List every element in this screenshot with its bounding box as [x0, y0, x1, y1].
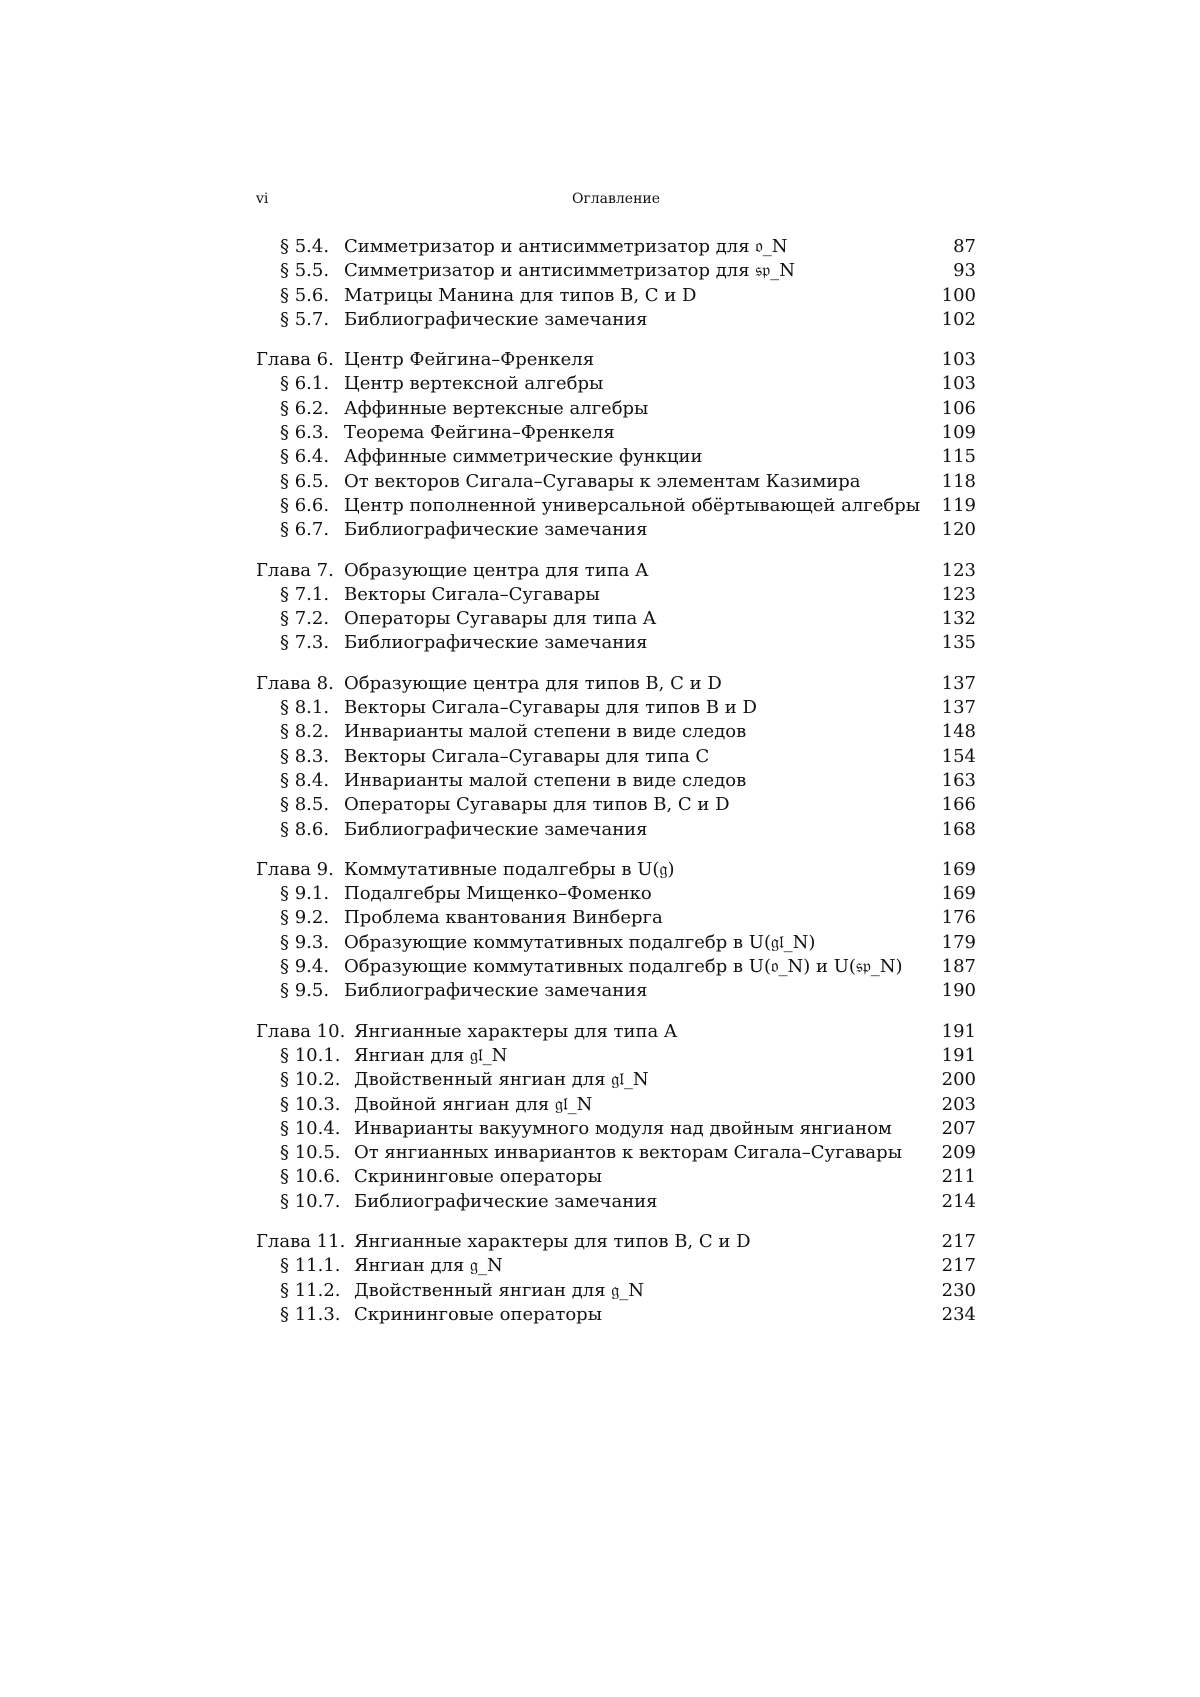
toc-section-row	[256, 745, 976, 769]
section-title: Теорема Фейгина–Френкеля	[344, 422, 615, 444]
section-page: 135	[941, 632, 976, 654]
section-number: § 10.2.	[280, 1069, 341, 1091]
section-title: Библиографические замечания	[344, 818, 648, 840]
section-number: § 11.1.	[280, 1255, 341, 1277]
section-page: 163	[941, 769, 976, 791]
chapter-page: 103	[941, 349, 976, 371]
section-title: Векторы Сигала–Сугавары	[344, 583, 600, 605]
toc-section-row	[256, 397, 976, 421]
toc-section-row	[256, 931, 976, 955]
section-title: Скрининговые операторы	[354, 1166, 603, 1188]
section-title: Операторы Сугавары для типа A	[344, 608, 656, 630]
toc-section-row	[256, 793, 976, 817]
section-page: 200	[941, 1069, 976, 1091]
section-number: § 10.4.	[280, 1117, 341, 1139]
toc-section-row	[256, 470, 976, 494]
section-number: § 8.1.	[280, 697, 330, 719]
toc-chapter-row	[256, 348, 976, 372]
section-number: § 5.7.	[280, 308, 330, 330]
toc-section-row	[256, 720, 976, 744]
section-title: Янгиан для 𝔤_N	[354, 1255, 503, 1277]
section-page: 207	[941, 1117, 976, 1139]
toc-section-row	[256, 1190, 976, 1214]
section-number: § 10.5.	[280, 1142, 341, 1164]
section-title: Аффинные вертексные алгебры	[344, 397, 649, 419]
toc-chapter-row	[256, 858, 976, 882]
section-title: Векторы Сигала–Сугавары для типов B и D	[344, 697, 757, 719]
section-title: Образующие коммутативных подалгебр в U(𝔤𝔩_N)	[344, 931, 816, 953]
toc-chapter-block	[256, 348, 976, 542]
section-page: 169	[941, 883, 976, 905]
chapter-number: Глава 11.	[256, 1230, 346, 1252]
section-number: § 5.5.	[280, 260, 330, 282]
section-number: § 9.4.	[280, 956, 330, 978]
toc-section-row	[256, 818, 976, 842]
section-number: § 8.4.	[280, 769, 330, 791]
section-number: § 11.3.	[280, 1303, 341, 1325]
toc-section-row	[256, 445, 976, 469]
section-title: Симметризатор и антисимметризатор для 𝔬_N	[344, 236, 788, 257]
section-title: Скрининговые операторы	[354, 1303, 603, 1325]
toc-section-row	[256, 979, 976, 1003]
section-page: 209	[941, 1142, 976, 1164]
chapter-title: Центр Фейгина–Френкеля	[344, 349, 595, 371]
section-number: § 7.3.	[280, 632, 330, 654]
toc-section-row	[256, 1044, 976, 1068]
section-number: § 7.1.	[280, 583, 330, 605]
section-title: Центр вертексной алгебры	[344, 373, 604, 395]
section-number: § 9.3.	[280, 931, 330, 953]
section-title: От янгианных инвариантов к векторам Сигала–Сугавары	[354, 1142, 903, 1164]
section-page: 203	[941, 1093, 976, 1115]
section-page: 234	[941, 1303, 976, 1325]
section-page: 103	[941, 373, 976, 395]
chapter-title: Янгианные характеры для типа A	[354, 1020, 677, 1042]
section-number: § 8.5.	[280, 794, 330, 816]
chapter-number: Глава 9.	[256, 858, 334, 880]
section-page: 187	[941, 956, 976, 978]
section-page: 119	[941, 494, 976, 516]
section-page: 168	[941, 818, 976, 840]
section-title: Аффинные симметрические функции	[344, 446, 703, 468]
section-page: 115	[941, 446, 976, 468]
section-number: § 10.6.	[280, 1166, 341, 1188]
section-number: § 10.3.	[280, 1093, 341, 1115]
toc-section-row	[256, 1068, 976, 1092]
toc-section-row	[256, 372, 976, 396]
toc-chapter-row	[256, 559, 976, 583]
chapter-number: Глава 6.	[256, 349, 334, 371]
chapter-page: 169	[941, 858, 976, 880]
section-title: Подалгебры Мищенко–Фоменко	[344, 883, 652, 905]
section-title: Симметризатор и антисимметризатор для 𝔰𝔭_N	[344, 260, 795, 282]
section-title: Образующие коммутативных подалгебр в U(𝔬_N) и U(𝔰𝔭_N)	[344, 956, 903, 978]
section-page: 179	[941, 931, 976, 953]
section-page: 87	[953, 236, 976, 257]
section-page: 109	[941, 422, 976, 444]
section-page: 230	[941, 1279, 976, 1301]
section-page: 106	[941, 397, 976, 419]
chapter-number: Глава 8.	[256, 672, 334, 694]
toc-section-row	[256, 696, 976, 720]
section-number: § 10.7.	[280, 1190, 341, 1212]
section-page: 154	[941, 745, 976, 767]
section-number: § 6.5.	[280, 470, 330, 492]
section-title: Инварианты малой степени в виде следов	[344, 721, 747, 743]
section-number: § 8.3.	[280, 745, 330, 767]
toc-section-row	[256, 235, 976, 259]
toc-chapter-block	[256, 559, 976, 656]
section-page: 120	[941, 519, 976, 541]
section-number: § 5.4.	[280, 236, 330, 257]
section-title: Центр пополненной универсальной обёртывающей алгебры	[344, 494, 921, 516]
toc-section-row	[256, 583, 976, 607]
chapter-number: Глава 10.	[256, 1020, 346, 1042]
section-number: § 10.1.	[280, 1044, 341, 1066]
toc-chapter-block	[256, 1020, 976, 1214]
toc-section-row	[256, 1303, 976, 1327]
toc-section-row	[256, 1141, 976, 1165]
section-title: Библиографические замечания	[344, 308, 648, 330]
chapter-title: Образующие центра для типов B, C и D	[344, 672, 722, 694]
section-number: § 6.4.	[280, 446, 330, 468]
toc-section-row	[256, 308, 976, 332]
toc-chapter-row	[256, 672, 976, 696]
table-of-contents	[256, 235, 976, 1343]
toc-chapter-block	[256, 858, 976, 1004]
section-number: § 7.2.	[280, 608, 330, 630]
toc-section-row	[256, 259, 976, 283]
section-title: Библиографические замечания	[354, 1190, 658, 1212]
chapter-page: 137	[941, 672, 976, 694]
section-title: Двойственный янгиан для 𝔤_N	[354, 1279, 645, 1301]
section-title: Двойной янгиан для 𝔤𝔩_N	[354, 1093, 593, 1115]
section-page: 100	[941, 284, 976, 306]
section-page: 176	[941, 907, 976, 929]
section-number: § 9.1.	[280, 883, 330, 905]
section-title: Инварианты малой степени в виде следов	[344, 769, 747, 791]
toc-section-row	[256, 1117, 976, 1141]
section-number: § 6.2.	[280, 397, 330, 419]
toc-section-row	[256, 906, 976, 930]
section-title: Библиографические замечания	[344, 632, 648, 654]
section-title: Библиографические замечания	[344, 519, 648, 541]
toc-section-row	[256, 518, 976, 542]
chapter-page: 191	[941, 1020, 976, 1042]
section-title: Матрицы Манина для типов B, C и D	[344, 284, 697, 306]
toc-section-row	[256, 1254, 976, 1278]
toc-section-row	[256, 1165, 976, 1189]
toc-section-row	[256, 494, 976, 518]
section-page: 123	[941, 583, 976, 605]
toc-section-row	[256, 1279, 976, 1303]
section-page: 191	[941, 1044, 976, 1066]
section-title: От векторов Сигала–Сугавары к элементам Казимира	[344, 470, 861, 492]
toc-chapter-row	[256, 1230, 976, 1254]
toc-chapter-block	[256, 235, 976, 332]
section-number: § 6.1.	[280, 373, 330, 395]
section-page: 102	[941, 308, 976, 330]
toc-section-row	[256, 1093, 976, 1117]
section-title: Библиографические замечания	[344, 980, 648, 1002]
running-title: Оглавление	[571, 191, 661, 207]
chapter-page: 217	[941, 1230, 976, 1252]
section-page: 190	[941, 980, 976, 1002]
section-number: § 6.3.	[280, 422, 330, 444]
section-title: Проблема квантования Винберга	[344, 907, 663, 929]
toc-section-row	[256, 607, 976, 631]
section-page: 217	[941, 1255, 976, 1277]
section-page: 132	[941, 608, 976, 630]
section-page: 214	[941, 1190, 976, 1212]
section-number: § 8.6.	[280, 818, 330, 840]
section-number: § 5.6.	[280, 284, 330, 306]
section-title: Векторы Сигала–Сугавары для типа C	[344, 745, 710, 767]
section-number: § 11.2.	[280, 1279, 341, 1301]
chapter-title: Янгианные характеры для типов B, C и D	[354, 1230, 751, 1252]
page-number: vi	[256, 191, 269, 207]
section-page: 211	[941, 1166, 976, 1188]
chapter-title: Коммутативные подалгебры в U(𝔤)	[344, 858, 675, 880]
section-page: 118	[941, 470, 976, 492]
page-header	[256, 191, 976, 215]
chapter-page: 123	[941, 559, 976, 581]
toc-section-row	[256, 769, 976, 793]
section-title: Двойственный янгиан для 𝔤𝔩_N	[354, 1069, 649, 1091]
section-page: 148	[941, 721, 976, 743]
toc-section-row	[256, 284, 976, 308]
chapter-number: Глава 7.	[256, 559, 334, 581]
section-number: § 6.7.	[280, 519, 330, 541]
toc-section-row	[256, 882, 976, 906]
toc-section-row	[256, 631, 976, 655]
toc-chapter-row	[256, 1020, 976, 1044]
section-number: § 8.2.	[280, 721, 330, 743]
toc-section-row	[256, 421, 976, 445]
section-page: 93	[953, 260, 976, 282]
section-title: Янгиан для 𝔤𝔩_N	[354, 1044, 508, 1066]
toc-chapter-block	[256, 1230, 976, 1327]
section-number: § 6.6.	[280, 494, 330, 516]
chapter-title: Образующие центра для типа A	[344, 559, 649, 581]
toc-chapter-block	[256, 672, 976, 842]
section-number: § 9.2.	[280, 907, 330, 929]
section-page: 166	[941, 794, 976, 816]
toc-section-row	[256, 955, 976, 979]
section-number: § 9.5.	[280, 980, 330, 1002]
section-title: Инварианты вакуумного модуля над двойным янгианом	[354, 1117, 892, 1139]
section-page: 137	[941, 697, 976, 719]
section-title: Операторы Сугавары для типов B, C и D	[344, 794, 730, 816]
